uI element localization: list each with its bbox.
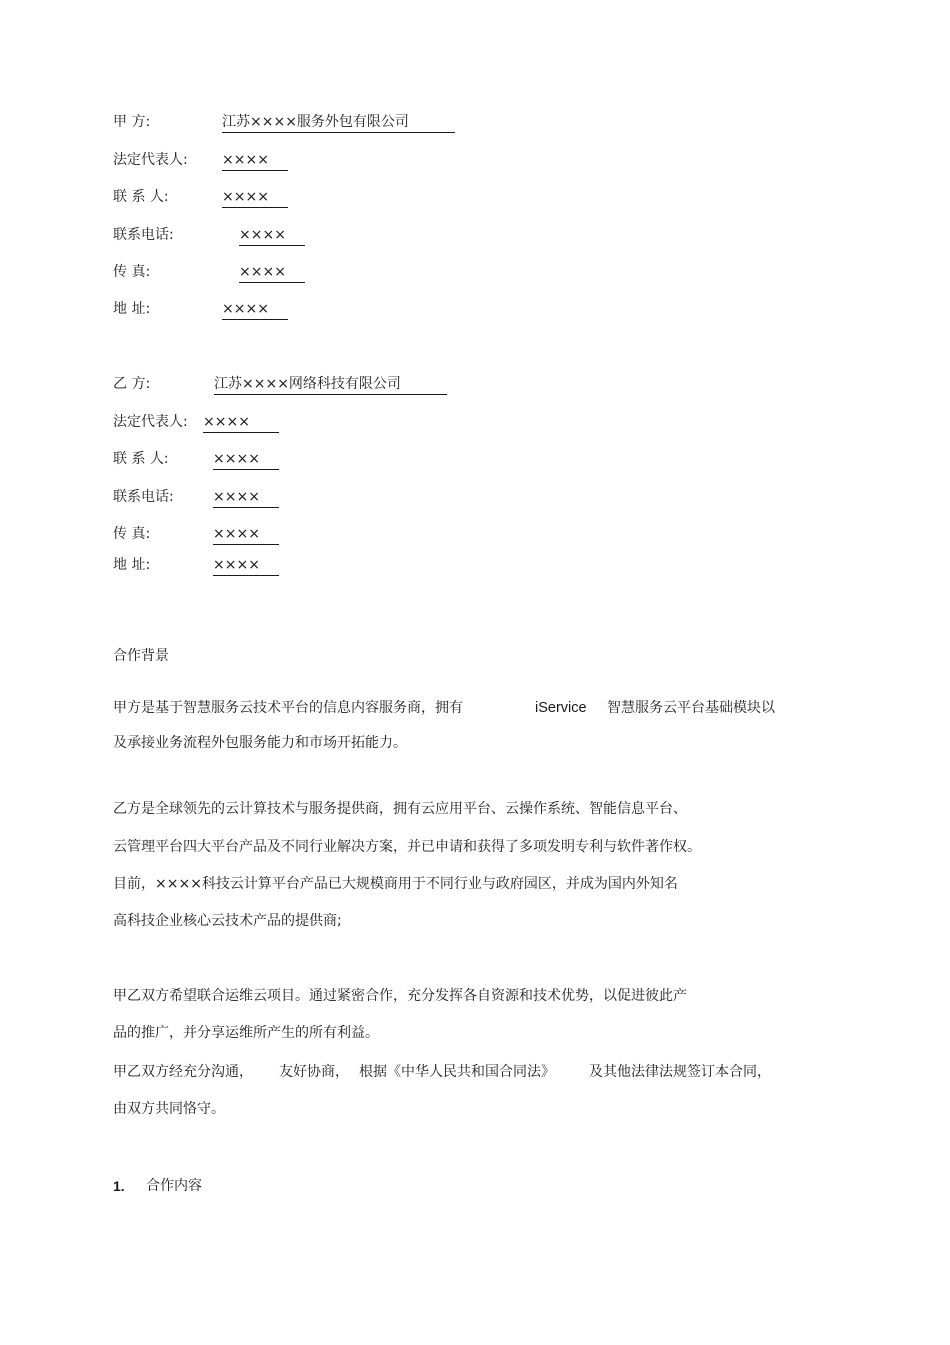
party-a-phone-value: ××××: [239, 225, 305, 246]
party-b-address-label: 地 址:: [113, 557, 151, 573]
background-p2-line1: 乙方是全球领先的云计算技术与服务提供商，拥有云应用平台、云操作系统、智能信息平台、: [113, 801, 687, 817]
product-name-iservice: iService: [535, 700, 587, 716]
party-a-fax-label: 传 真:: [113, 264, 151, 280]
party-a-contact-label: 联 系 人:: [113, 189, 169, 205]
party-b-address-value: ××××: [213, 555, 279, 576]
background-p2-line4: 高科技企业核心云技术产品的提供商;: [113, 913, 342, 929]
background-p1-line1-a: 甲方是基于智慧服务云技术平台的信息内容服务商，拥有: [113, 700, 463, 716]
party-a-rep-label: 法定代表人:: [113, 152, 188, 168]
background-p4-line1-d: 及其他法律法规签订本合同，: [589, 1064, 771, 1080]
section-1-number: 1.: [113, 1178, 125, 1194]
party-a-phone-label: 联系电话:: [113, 227, 174, 243]
background-p4-line1-c: 根据《中华人民共和国合同法》: [359, 1064, 555, 1080]
party-b-rep-value: ××××: [203, 412, 279, 433]
background-p3-line2: 品的推广，并分享运维所产生的所有利益。: [113, 1025, 379, 1041]
background-p1-line1-c: 智慧服务云平台基础模块以: [607, 700, 775, 716]
background-p3-line1: 甲乙双方希望联合运维云项目。通过紧密合作，充分发挥各自资源和技术优势，以促进彼此产: [113, 988, 687, 1004]
party-a-contact-value: ××××: [222, 187, 288, 208]
background-p4-line1-b: 友好协商，: [279, 1064, 349, 1080]
background-p2-line3: 目前，××××科技云计算平台产品已大规模商用于不同行业与政府园区，并成为国内外知名: [113, 876, 678, 892]
party-a-address-label: 地 址:: [113, 301, 151, 317]
party-b-contact-label: 联 系 人:: [113, 451, 169, 467]
party-b-fax-label: 传 真:: [113, 526, 151, 542]
party-b-contact-value: ××××: [213, 449, 279, 470]
party-a-address-value: ××××: [222, 299, 288, 320]
party-b-fax-value: ××××: [213, 524, 279, 545]
background-p2-line2: 云管理平台四大平台产品及不同行业解决方案，并已申请和获得了多项发明专利与软件著作权。: [113, 839, 701, 855]
party-a-rep-value: ××××: [222, 150, 288, 171]
background-p1-line2: 及承接业务流程外包服务能力和市场开拓能力。: [113, 735, 407, 751]
party-b-phone-value: ××××: [213, 487, 279, 508]
section-1-title: 合作内容: [146, 1178, 202, 1194]
party-b-name-label: 乙 方:: [113, 376, 151, 392]
background-heading: 合作背景: [113, 648, 169, 664]
background-p4-line2: 由双方共同恪守。: [113, 1101, 225, 1117]
party-a-fax-value: ××××: [239, 262, 305, 283]
party-a-name-value: 江苏××××服务外包有限公司: [222, 112, 455, 133]
party-b-rep-label: 法定代表人:: [113, 414, 188, 430]
party-b-phone-label: 联系电话:: [113, 489, 174, 505]
background-p4-line1-a: 甲乙双方经充分沟通，: [113, 1064, 253, 1080]
party-b-name-value: 江苏××××网络科技有限公司: [214, 374, 447, 395]
party-a-name-label: 甲 方:: [113, 114, 151, 130]
